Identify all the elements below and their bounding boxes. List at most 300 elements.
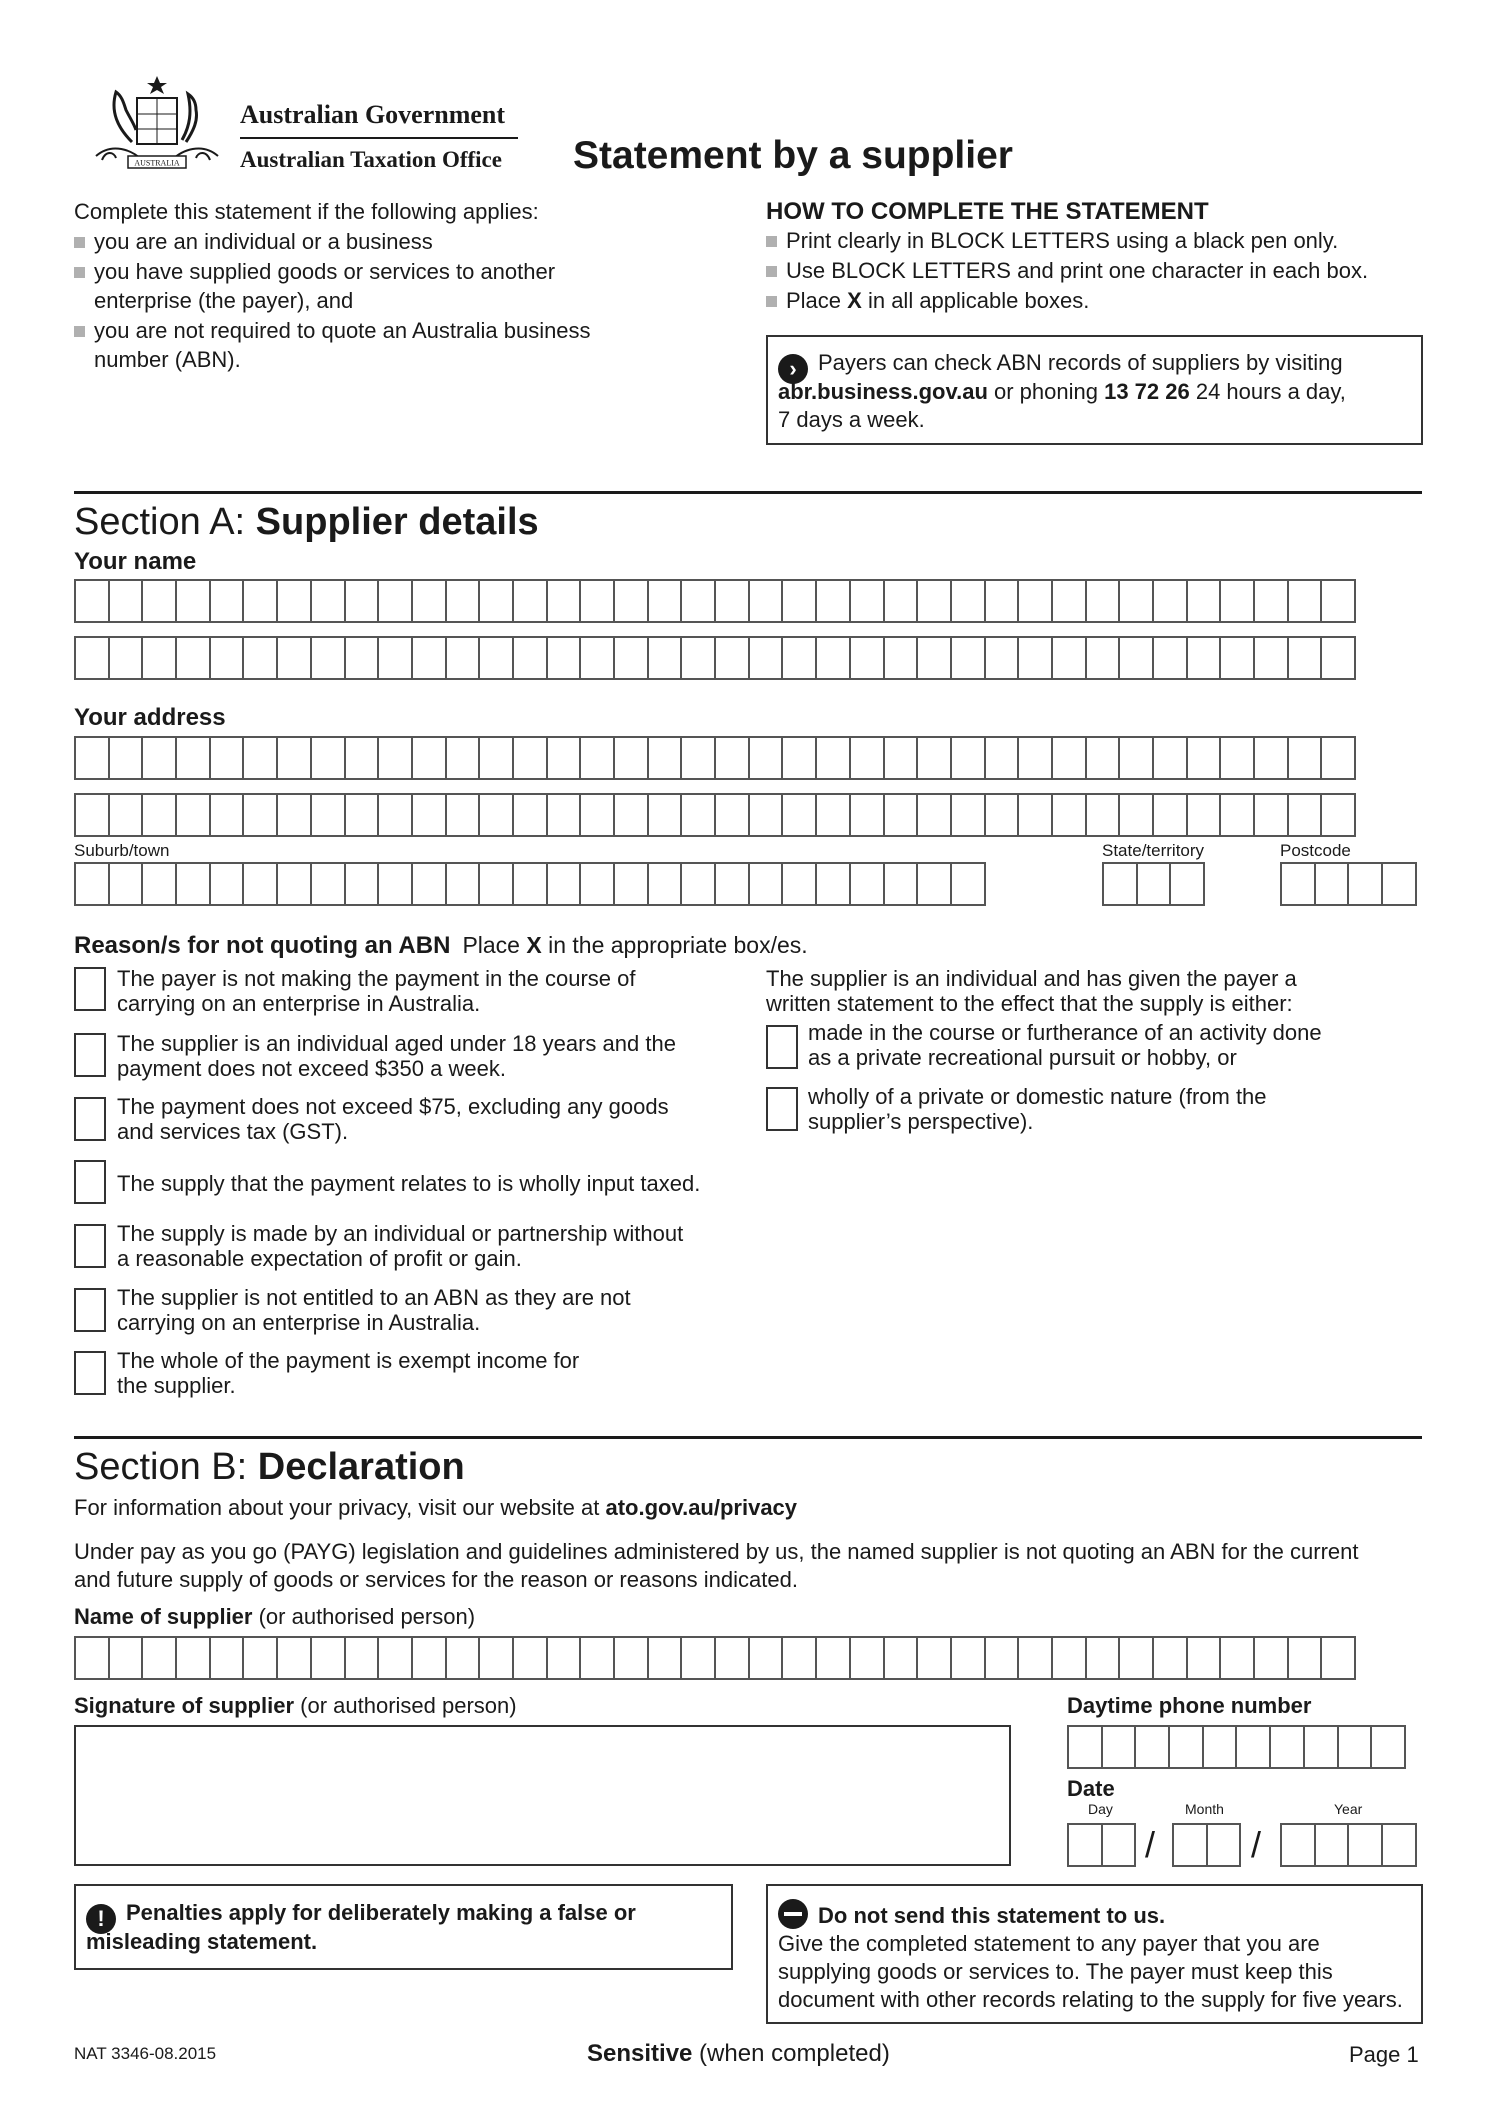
character-box[interactable] [748,862,784,906]
reason-checkbox[interactable] [74,1033,106,1077]
character-box[interactable] [512,1636,548,1680]
character-box[interactable] [1172,1823,1208,1867]
character-box[interactable] [1206,1823,1242,1867]
character-box[interactable] [276,636,312,680]
character-box[interactable] [377,636,413,680]
character-box[interactable] [748,579,784,623]
abr-link[interactable]: abr.business.gov.au [778,379,988,404]
character-box[interactable] [748,793,784,837]
character-box[interactable] [1347,1823,1383,1867]
character-box[interactable] [883,1636,919,1680]
character-box[interactable] [849,636,885,680]
character-box[interactable] [1314,1823,1350,1867]
character-box[interactable] [950,636,986,680]
character-box[interactable] [411,579,447,623]
reason-checkbox[interactable] [74,1351,106,1395]
character-box[interactable] [1118,636,1154,680]
character-box[interactable] [344,579,380,623]
character-box[interactable] [1017,1636,1053,1680]
character-box[interactable] [647,1636,683,1680]
character-box[interactable] [1101,1725,1137,1769]
character-box[interactable] [815,736,851,780]
character-box[interactable] [1168,1725,1204,1769]
character-box[interactable] [108,1636,144,1680]
character-box[interactable] [310,1636,346,1680]
character-box[interactable] [1219,1636,1255,1680]
date-slash: / [1145,1824,1156,1865]
character-box[interactable] [1067,1823,1103,1867]
character-box[interactable] [1186,793,1222,837]
character-box[interactable] [647,579,683,623]
character-box[interactable] [310,793,346,837]
character-box[interactable] [276,579,312,623]
character-box[interactable] [344,636,380,680]
character-box[interactable] [276,862,312,906]
character-box[interactable] [74,636,110,680]
character-box[interactable] [984,736,1020,780]
character-box[interactable] [714,793,750,837]
character-box[interactable] [647,736,683,780]
character-box[interactable] [1051,579,1087,623]
character-box[interactable] [1235,1725,1271,1769]
character-box[interactable] [1219,636,1255,680]
reason-text: The whole of the payment is exempt income for the supplier. [117,1348,580,1398]
character-box[interactable] [781,736,817,780]
agency-name: Australian Taxation Office [240,147,502,172]
character-box[interactable] [242,1636,278,1680]
suburb-boxes[interactable] [74,862,984,906]
character-box[interactable] [1269,1725,1305,1769]
reason-checkbox[interactable] [74,1160,106,1204]
character-box[interactable] [815,636,851,680]
character-box[interactable] [108,736,144,780]
character-box[interactable] [1085,636,1121,680]
character-box[interactable] [613,793,649,837]
character-box[interactable] [984,636,1020,680]
character-box[interactable] [1219,793,1255,837]
character-box[interactable] [1253,636,1289,680]
character-box[interactable] [781,793,817,837]
character-box[interactable] [209,862,245,906]
character-box[interactable] [748,636,784,680]
date-slash: / [1251,1824,1262,1865]
character-box[interactable] [141,793,177,837]
character-box[interactable] [1186,636,1222,680]
character-box[interactable] [1219,579,1255,623]
header-divider [240,137,518,139]
character-box[interactable] [613,579,649,623]
sub-reason-checkbox[interactable] [766,1087,798,1131]
character-box[interactable] [1085,579,1121,623]
phone-boxes[interactable] [1067,1725,1404,1769]
character-box[interactable] [1280,862,1316,906]
character-box[interactable] [209,579,245,623]
character-box[interactable] [1051,1636,1087,1680]
character-box[interactable] [1152,636,1188,680]
date-day-boxes[interactable] [1067,1823,1134,1867]
character-box[interactable] [613,1636,649,1680]
character-box[interactable] [242,793,278,837]
day-label: Day [1088,1801,1113,1817]
character-box[interactable] [74,793,110,837]
postcode-boxes[interactable] [1280,862,1415,906]
character-box[interactable] [849,579,885,623]
character-box[interactable] [175,736,211,780]
character-box[interactable] [1253,579,1289,623]
character-box[interactable] [1253,1636,1289,1680]
character-box[interactable] [883,636,919,680]
character-box[interactable] [411,1636,447,1680]
character-box[interactable] [141,736,177,780]
character-box[interactable] [714,1636,750,1680]
character-box[interactable] [209,793,245,837]
character-box[interactable] [984,579,1020,623]
character-box[interactable] [1136,862,1172,906]
character-box[interactable] [849,1636,885,1680]
character-box[interactable] [108,636,144,680]
character-box[interactable] [613,636,649,680]
character-box[interactable] [1381,862,1417,906]
state-boxes[interactable] [1102,862,1203,906]
character-box[interactable] [512,636,548,680]
character-box[interactable] [579,862,615,906]
character-box[interactable] [310,862,346,906]
character-box[interactable] [411,862,447,906]
character-box[interactable] [1017,579,1053,623]
character-box[interactable] [1101,1823,1137,1867]
character-box[interactable] [512,736,548,780]
section-b-rule [74,1436,1422,1439]
character-box[interactable] [849,793,885,837]
character-box[interactable] [1303,1725,1339,1769]
character-box[interactable] [714,862,750,906]
character-box[interactable] [781,862,817,906]
year-label: Year [1334,1801,1363,1817]
character-box[interactable] [647,862,683,906]
character-box[interactable] [1051,793,1087,837]
character-box[interactable] [883,579,919,623]
character-box[interactable] [1186,1636,1222,1680]
character-box[interactable] [141,862,177,906]
phone-label: Daytime phone number [1067,1693,1312,1718]
character-box[interactable] [748,736,784,780]
character-box[interactable] [310,579,346,623]
character-box[interactable] [883,793,919,837]
character-box[interactable] [276,736,312,780]
character-box[interactable] [1186,736,1222,780]
character-box[interactable] [276,1636,312,1680]
character-box[interactable] [1152,793,1188,837]
character-box[interactable] [478,862,514,906]
character-box[interactable] [175,862,211,906]
character-box[interactable] [141,579,177,623]
character-box[interactable] [74,579,110,623]
character-box[interactable] [310,736,346,780]
character-box[interactable] [579,736,615,780]
character-box[interactable] [445,862,481,906]
character-box[interactable] [141,1636,177,1680]
reason-text: The supplier is not entitled to an ABN as they are not carrying on an enterprise in Australia. [117,1285,631,1335]
character-box[interactable] [478,736,514,780]
reason-heading: Reason/s for not quoting an ABN Place X in the appropriate box/es. [74,932,808,959]
character-box[interactable] [1102,862,1138,906]
character-box[interactable] [1287,793,1323,837]
character-box[interactable] [478,579,514,623]
your-name-label: Your name [74,548,197,575]
character-box[interactable] [108,793,144,837]
character-box[interactable] [1320,793,1356,837]
page-number: Page 1 [1349,2042,1419,2067]
character-box[interactable] [815,579,851,623]
character-box[interactable] [74,736,110,780]
character-box[interactable] [916,793,952,837]
your-address-line1-boxes[interactable] [74,736,1354,780]
character-box[interactable] [209,736,245,780]
character-box[interactable] [916,736,952,780]
intro-lead: Complete this statement if the following applies: [74,199,539,224]
character-box[interactable] [74,1636,110,1680]
character-box[interactable] [344,793,380,837]
character-box[interactable] [242,736,278,780]
intro-bullet: you have supplied goods or services to another [74,258,555,285]
abn-phone: 13 72 26 [1104,379,1190,404]
character-box[interactable] [445,636,481,680]
character-box[interactable] [916,579,952,623]
character-box[interactable] [680,736,716,780]
character-box[interactable] [950,579,986,623]
character-box[interactable] [1320,636,1356,680]
character-box[interactable] [714,579,750,623]
character-box[interactable] [1118,736,1154,780]
character-box[interactable] [377,793,413,837]
character-box[interactable] [546,736,582,780]
character-box[interactable] [1320,579,1356,623]
character-box[interactable] [1017,736,1053,780]
character-box[interactable] [108,579,144,623]
character-box[interactable] [445,793,481,837]
character-box[interactable] [175,636,211,680]
character-box[interactable] [546,1636,582,1680]
character-box[interactable] [883,862,919,906]
character-box[interactable] [344,736,380,780]
character-box[interactable] [478,1636,514,1680]
character-box[interactable] [512,793,548,837]
sensitive-notice: Sensitive (when completed) [587,2040,890,2067]
character-box[interactable] [1202,1725,1238,1769]
character-box[interactable] [209,636,245,680]
character-box[interactable] [242,636,278,680]
reason-checkbox[interactable] [74,1288,106,1332]
character-box[interactable] [1118,793,1154,837]
character-box[interactable] [1118,579,1154,623]
character-box[interactable] [546,636,582,680]
character-box[interactable] [950,1636,986,1680]
character-box[interactable] [815,862,851,906]
character-box[interactable] [478,636,514,680]
character-box[interactable] [141,636,177,680]
character-box[interactable] [579,793,615,837]
character-box[interactable] [613,862,649,906]
character-box[interactable] [1253,736,1289,780]
character-box[interactable] [950,736,986,780]
reason-text: The payment does not exceed $75, excluding any goods and services tax (GST). [117,1094,669,1144]
postcode-label: Postcode [1280,841,1351,860]
character-box[interactable] [1017,636,1053,680]
character-box[interactable] [916,1636,952,1680]
date-year-boxes[interactable] [1280,1823,1415,1867]
character-box[interactable] [546,862,582,906]
character-box[interactable] [781,636,817,680]
character-box[interactable] [613,736,649,780]
character-box[interactable] [950,793,986,837]
character-box[interactable] [242,579,278,623]
character-box[interactable] [714,636,750,680]
character-box[interactable] [377,579,413,623]
howto-step: Use BLOCK LETTERS and print one character in each box. [766,257,1368,284]
character-box[interactable] [781,579,817,623]
character-box[interactable] [1320,1636,1356,1680]
privacy-link[interactable]: ato.gov.au/privacy [605,1495,798,1520]
section-b-title: Section B: Declaration [74,1446,465,1488]
government-name: Australian Government [240,100,506,129]
character-box[interactable] [680,579,716,623]
character-box[interactable] [445,736,481,780]
character-box[interactable] [647,636,683,680]
character-box[interactable] [242,862,278,906]
character-box[interactable] [1085,793,1121,837]
character-box[interactable] [815,1636,851,1680]
character-box[interactable] [478,793,514,837]
character-box[interactable] [1219,736,1255,780]
character-box[interactable] [74,862,110,906]
character-box[interactable] [1051,736,1087,780]
character-box[interactable] [647,793,683,837]
payg-text: Under pay as you go (PAYG) legislation and guidelines administered by us, the named supplier is not quoting an ABN for the current and future supply of goods or services for the reason or reasons indicated. [74,1539,1359,1592]
character-box[interactable] [883,736,919,780]
reason-checkbox[interactable] [74,967,106,1011]
character-box[interactable] [1152,579,1188,623]
character-box[interactable] [950,862,986,906]
character-box[interactable] [512,862,548,906]
character-box[interactable] [748,1636,784,1680]
character-box[interactable] [175,1636,211,1680]
character-box[interactable] [579,579,615,623]
character-box[interactable] [680,862,716,906]
character-box[interactable] [445,1636,481,1680]
character-box[interactable] [714,736,750,780]
reason-checkbox[interactable] [74,1097,106,1141]
character-box[interactable] [815,793,851,837]
character-box[interactable] [1253,793,1289,837]
character-box[interactable] [579,1636,615,1680]
signature-box[interactable] [74,1725,1011,1866]
character-box[interactable] [1287,1636,1323,1680]
character-box[interactable] [984,793,1020,837]
character-box[interactable] [209,1636,245,1680]
your-name-line1-boxes[interactable] [74,579,1354,623]
character-box[interactable] [1287,736,1323,780]
character-box[interactable] [546,579,582,623]
character-box[interactable] [411,736,447,780]
section-a-title: Section A: Supplier details [74,501,539,543]
character-box[interactable] [1169,862,1205,906]
character-box[interactable] [1118,1636,1154,1680]
character-box[interactable] [1134,1725,1170,1769]
do-not-send-box: Do not send this statement to us. Give the completed statement to any payer that you are supplying goods or services to. The payer must keep this document with other records relating to the supply for five years. [766,1884,1423,2024]
character-box[interactable] [1186,579,1222,623]
character-box[interactable] [1085,736,1121,780]
character-box[interactable] [377,862,413,906]
suburb-label: Suburb/town [74,841,170,860]
howto-step: Print clearly in BLOCK LETTERS using a black pen only. [766,227,1338,254]
character-box[interactable] [579,636,615,680]
character-box[interactable] [680,793,716,837]
character-box[interactable] [1347,862,1383,906]
character-box[interactable] [276,793,312,837]
character-box[interactable] [1152,736,1188,780]
character-box[interactable] [175,793,211,837]
character-box[interactable] [108,862,144,906]
character-box[interactable] [1287,636,1323,680]
your-name-line2-boxes[interactable] [74,636,1354,680]
character-box[interactable] [1314,862,1350,906]
character-box[interactable] [411,793,447,837]
character-box[interactable] [175,579,211,623]
character-box[interactable] [310,636,346,680]
character-box[interactable] [344,1636,380,1680]
character-box[interactable] [445,579,481,623]
character-box[interactable] [1152,1636,1188,1680]
character-box[interactable] [411,636,447,680]
date-month-boxes[interactable] [1172,1823,1239,1867]
character-box[interactable] [680,1636,716,1680]
character-box[interactable] [916,862,952,906]
character-box[interactable] [1067,1725,1103,1769]
supplier-name-boxes[interactable] [74,1636,1354,1680]
coat-of-arms-logo [82,70,232,180]
month-label: Month [1185,1801,1224,1817]
character-box[interactable] [344,862,380,906]
reason-checkbox[interactable] [74,1224,106,1268]
character-box[interactable] [1287,579,1323,623]
character-box[interactable] [1320,736,1356,780]
character-box[interactable] [377,1636,413,1680]
character-box[interactable] [1085,1636,1121,1680]
form-number: NAT 3346-08.2015 [74,2044,217,2063]
character-box[interactable] [849,736,885,780]
character-box[interactable] [680,636,716,680]
character-box[interactable] [377,736,413,780]
character-box[interactable] [984,1636,1020,1680]
no-entry-icon [778,1899,808,1929]
character-box[interactable] [1381,1823,1417,1867]
character-box[interactable] [546,793,582,837]
howto-step: Place X in all applicable boxes. [766,287,1089,314]
character-box[interactable] [512,579,548,623]
character-box[interactable] [781,1636,817,1680]
character-box[interactable] [1051,636,1087,680]
your-address-line2-boxes[interactable] [74,793,1354,837]
character-box[interactable] [1337,1725,1373,1769]
character-box[interactable] [1017,793,1053,837]
form-title: Statement by a supplier [573,134,1013,177]
howto-heading: HOW TO COMPLETE THE STATEMENT [766,198,1209,225]
sub-reason-checkbox[interactable] [766,1025,798,1069]
character-box[interactable] [1370,1725,1406,1769]
character-box[interactable] [916,636,952,680]
character-box[interactable] [1280,1823,1316,1867]
character-box[interactable] [849,862,885,906]
